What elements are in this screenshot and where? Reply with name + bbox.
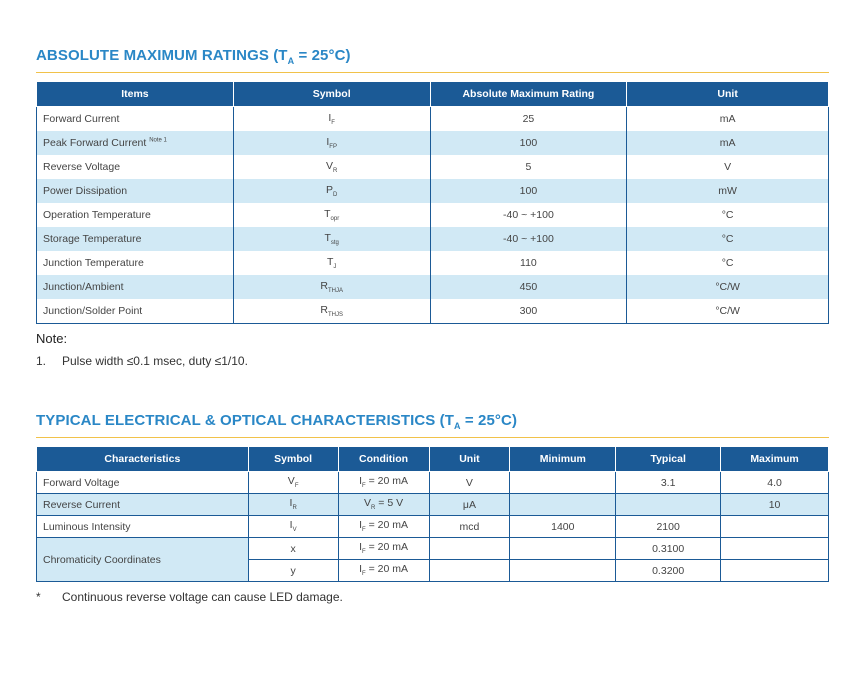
condition-symbol: I (359, 519, 362, 532)
item-label: Operation Temperature (43, 209, 151, 221)
condition-value: = 20 mA (365, 541, 408, 554)
condition-subscript: R (371, 505, 376, 512)
symbol-letter: T (324, 231, 331, 244)
col-header: Items (37, 82, 234, 107)
item-label: Forward Current (43, 113, 120, 125)
unit-cell: °C (627, 203, 829, 227)
rating-cell: 100 (430, 131, 627, 155)
symbol-cell (248, 516, 338, 538)
symbol-letter: I (289, 519, 293, 532)
condition-cell (338, 494, 429, 516)
typical-cell: 2100 (616, 516, 721, 538)
symbol-subscript: R (333, 168, 338, 175)
condition-symbol: I (359, 563, 362, 576)
condition-cell (338, 538, 429, 560)
symbol-cell (233, 107, 430, 132)
condition-subscript: F (362, 549, 366, 556)
footnote-text: Continuous reverse voltage can cause LED damage. (62, 590, 343, 604)
maximum-cell (721, 560, 829, 582)
symbol-subscript: THJS (327, 312, 343, 319)
characteristic-cell: Reverse Current (37, 494, 249, 516)
absolute-max-ratings-table (36, 81, 829, 324)
rating-cell: 300 (430, 299, 627, 324)
item-label: Junction/Ambient (43, 281, 124, 293)
col-header: Unit (429, 447, 510, 472)
item-cell (37, 107, 234, 132)
table-row (37, 155, 829, 179)
symbol-letter: I (326, 135, 330, 148)
note-text: Pulse width ≤0.1 msec, duty ≤1/10. (62, 354, 248, 368)
symbol-subscript: F (294, 483, 299, 490)
col-header: Maximum (721, 447, 829, 472)
unit-cell: mA (627, 107, 829, 132)
condition-subscript: F (362, 527, 366, 534)
symbol-cell (233, 227, 430, 251)
title-end: = 25°C) (294, 47, 351, 64)
condition-value: = 20 mA (365, 563, 408, 576)
symbol-letter: V (287, 475, 295, 488)
symbol-cell (248, 494, 338, 516)
col-header: Unit (627, 82, 829, 107)
unit-cell: °C (627, 251, 829, 275)
item-cell (37, 179, 234, 203)
symbol-subscript: V (292, 527, 297, 534)
col-header: Symbol (248, 447, 338, 472)
item-cell (37, 275, 234, 299)
symbol-subscript: stg (330, 240, 339, 247)
symbol-letter: I (289, 497, 293, 510)
symbol-subscript: J (333, 264, 337, 271)
col-header: Characteristics (37, 447, 249, 472)
item-cell (37, 155, 234, 179)
typical-cell: 0.3100 (616, 538, 721, 560)
characteristic-cell: Forward Voltage (37, 472, 249, 494)
rating-cell: 5 (430, 155, 627, 179)
unit-cell: V (429, 472, 510, 494)
minimum-cell (510, 560, 616, 582)
symbol-letter: T (326, 255, 334, 268)
symbol-cell (248, 472, 338, 494)
minimum-cell (510, 472, 616, 494)
item-label: Storage Temperature (43, 233, 142, 245)
symbol-cell (233, 131, 430, 155)
table-row (37, 131, 829, 155)
condition-cell (338, 472, 429, 494)
title-subscript: A (454, 421, 461, 431)
item-label: Junction/Solder Point (43, 305, 143, 317)
symbol-subscript: opr (330, 216, 340, 223)
unit-cell (429, 560, 510, 582)
minimum-cell (510, 494, 616, 516)
item-cell (37, 131, 234, 155)
symbol-cell (233, 299, 430, 324)
table-row (37, 472, 829, 494)
maximum-cell (721, 538, 829, 560)
title-text: ABSOLUTE MAXIMUM RATINGS (T (36, 47, 288, 64)
condition-value: = 5 V (375, 497, 404, 510)
condition-subscript: F (362, 483, 366, 490)
minimum-cell (510, 538, 616, 560)
symbol-subscript: R (292, 505, 297, 512)
item-cell (37, 299, 234, 324)
electrical-characteristics-table (36, 446, 829, 582)
table-row (37, 538, 829, 560)
maximum-cell: 4.0 (721, 472, 829, 494)
typical-cell: 0.3200 (616, 560, 721, 582)
symbol-letter: T (324, 207, 331, 220)
rating-cell: -40 ~ +100 (430, 203, 627, 227)
item-cell (37, 203, 234, 227)
symbol-cell (233, 203, 430, 227)
rating-cell: 100 (430, 179, 627, 203)
note-title: Note: (36, 331, 68, 346)
condition-symbol: V (364, 497, 372, 510)
table-row (37, 275, 829, 299)
symbol-letter: V (325, 159, 333, 172)
symbol-subscript: FP (329, 144, 337, 151)
note-reference: Note 1 (149, 137, 167, 144)
table-header-row (37, 447, 829, 472)
symbol-letter: R (320, 303, 328, 316)
unit-cell: mW (627, 179, 829, 203)
rating-cell: 110 (430, 251, 627, 275)
minimum-cell: 1400 (510, 516, 616, 538)
symbol-subscript: F (331, 120, 335, 127)
rating-cell: 450 (430, 275, 627, 299)
symbol-cell (233, 251, 430, 275)
col-header: Typical (616, 447, 721, 472)
table-row (37, 107, 829, 132)
unit-cell: mcd (429, 516, 510, 538)
condition-symbol: I (359, 475, 362, 488)
rating-cell: 25 (430, 107, 627, 132)
table-row (37, 203, 829, 227)
item-label: Junction Temperature (43, 257, 144, 269)
symbol-letter: P (325, 183, 333, 196)
table-row (37, 299, 829, 324)
col-header: Minimum (510, 447, 616, 472)
symbol-letter: I (328, 111, 332, 124)
item-cell (37, 227, 234, 251)
section-title-electrical (36, 412, 517, 431)
symbol-cell (233, 179, 430, 203)
table-row (37, 516, 829, 538)
characteristic-cell: Chromaticity Coordinates (37, 538, 249, 582)
typical-cell: 3.1 (616, 472, 721, 494)
table-row (37, 251, 829, 275)
symbol-cell: x (248, 538, 338, 560)
symbol-subscript: D (333, 192, 338, 199)
item-label: Reverse Voltage (43, 161, 121, 173)
item-cell (37, 251, 234, 275)
condition-subscript: F (362, 571, 366, 578)
col-header: Condition (338, 447, 429, 472)
unit-cell: mA (627, 131, 829, 155)
title-subscript: A (287, 56, 295, 66)
title-text: TYPICAL ELECTRICAL & OPTICAL CHARACTERISTICS (T (36, 412, 455, 429)
item-label: Peak Forward Current (43, 137, 147, 149)
characteristic-cell: Luminous Intensity (37, 516, 249, 538)
col-header: Symbol (233, 82, 430, 107)
rating-cell: -40 ~ +100 (430, 227, 627, 251)
symbol-subscript: THJA (327, 288, 343, 295)
table-row (37, 494, 829, 516)
maximum-cell: 10 (721, 494, 829, 516)
title-end: = 25°C) (460, 412, 518, 429)
maximum-cell (721, 516, 829, 538)
unit-cell (429, 538, 510, 560)
note-number: 1. (36, 354, 47, 368)
table-header-row (37, 82, 829, 107)
note-item (36, 354, 248, 368)
symbol-cell (233, 275, 430, 299)
symbol-cell: y (248, 560, 338, 582)
symbol-cell (233, 155, 430, 179)
divider (36, 437, 829, 438)
section-title-absolute-max (36, 47, 351, 66)
item-label: Power Dissipation (43, 185, 128, 197)
unit-cell: V (627, 155, 829, 179)
footnote (36, 590, 343, 604)
unit-cell: °C/W (627, 275, 829, 299)
footnote-star: * (36, 590, 41, 604)
table-row (37, 227, 829, 251)
symbol-letter: R (320, 279, 328, 292)
condition-cell (338, 560, 429, 582)
col-header: Absolute Maximum Rating (430, 82, 627, 107)
unit-cell: °C (627, 227, 829, 251)
typical-cell (616, 494, 721, 516)
divider (36, 72, 829, 73)
condition-value: = 20 mA (365, 475, 408, 488)
unit-cell: μA (429, 494, 510, 516)
condition-cell (338, 516, 429, 538)
condition-symbol: I (359, 541, 362, 554)
table-row (37, 179, 829, 203)
condition-value: = 20 mA (365, 519, 408, 532)
unit-cell: °C/W (627, 299, 829, 324)
